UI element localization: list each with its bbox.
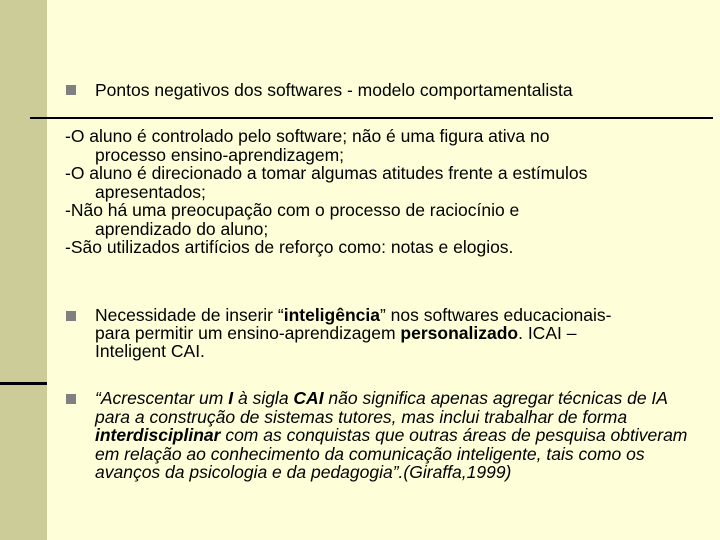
text-run: Necessidade de inserir “	[95, 305, 284, 325]
text-run: “Acrescentar um	[95, 388, 229, 408]
text-run: com as conquistas que outras áreas de pesquisa obtiveram em relação ao conhecimento da comunicação inteligente, tais como os avanços da psicologia e da pedagogia”.(Giraffa,1999)	[95, 425, 688, 482]
bold-term: interdisciplinar	[95, 425, 221, 445]
list-item	[65, 127, 705, 164]
bullet-square-icon	[66, 394, 76, 404]
list-item-text: -O aluno é controlado pelo software; não é uma figura ativa no	[65, 126, 550, 146]
heading-divider	[30, 117, 713, 119]
sidebar-divider	[0, 382, 47, 385]
text-run: ” nos softwares educacionais- para permitir um ensino-aprendizagem	[95, 305, 612, 343]
bold-term: inteligência	[283, 305, 380, 325]
list-item-continuation: aprendizado do aluno;	[95, 218, 269, 239]
bullet-square-icon	[66, 311, 76, 321]
bullet-paragraph-quote	[95, 389, 705, 482]
slide-heading: Pontos negativos dos softwares - modelo comportamentalista	[95, 80, 573, 100]
bullet-paragraph-icai	[95, 306, 615, 360]
list-item-text: -Não há uma preocupação com o processo de raciocínio e	[65, 200, 520, 220]
dash-list	[65, 127, 705, 257]
list-item-text: -São utilizados artifícios de reforço como: notas e elogios.	[65, 237, 514, 257]
list-item-continuation: apresentados;	[95, 181, 206, 202]
list-item	[65, 201, 705, 238]
list-item	[65, 164, 705, 201]
slide-sidebar	[0, 0, 47, 540]
list-item-text: -O aluno é direcionado a tomar algumas atitudes frente a estímulos	[65, 163, 588, 183]
bullet-square-icon	[66, 85, 76, 95]
list-item-continuation: processo ensino-aprendizagem;	[95, 144, 345, 165]
text-run: à sigla	[233, 388, 294, 408]
list-item	[65, 238, 705, 257]
text-run: não significa apenas agregar técnicas de IA para a construção de sistemas tutores, mas inclui trabalhar de forma	[95, 388, 668, 427]
bold-term: CAI	[293, 388, 324, 408]
bold-term: personalizado	[400, 323, 519, 343]
text-run: . ICAI – Inteligent CAI.	[95, 323, 577, 361]
bold-term: I	[228, 388, 234, 408]
